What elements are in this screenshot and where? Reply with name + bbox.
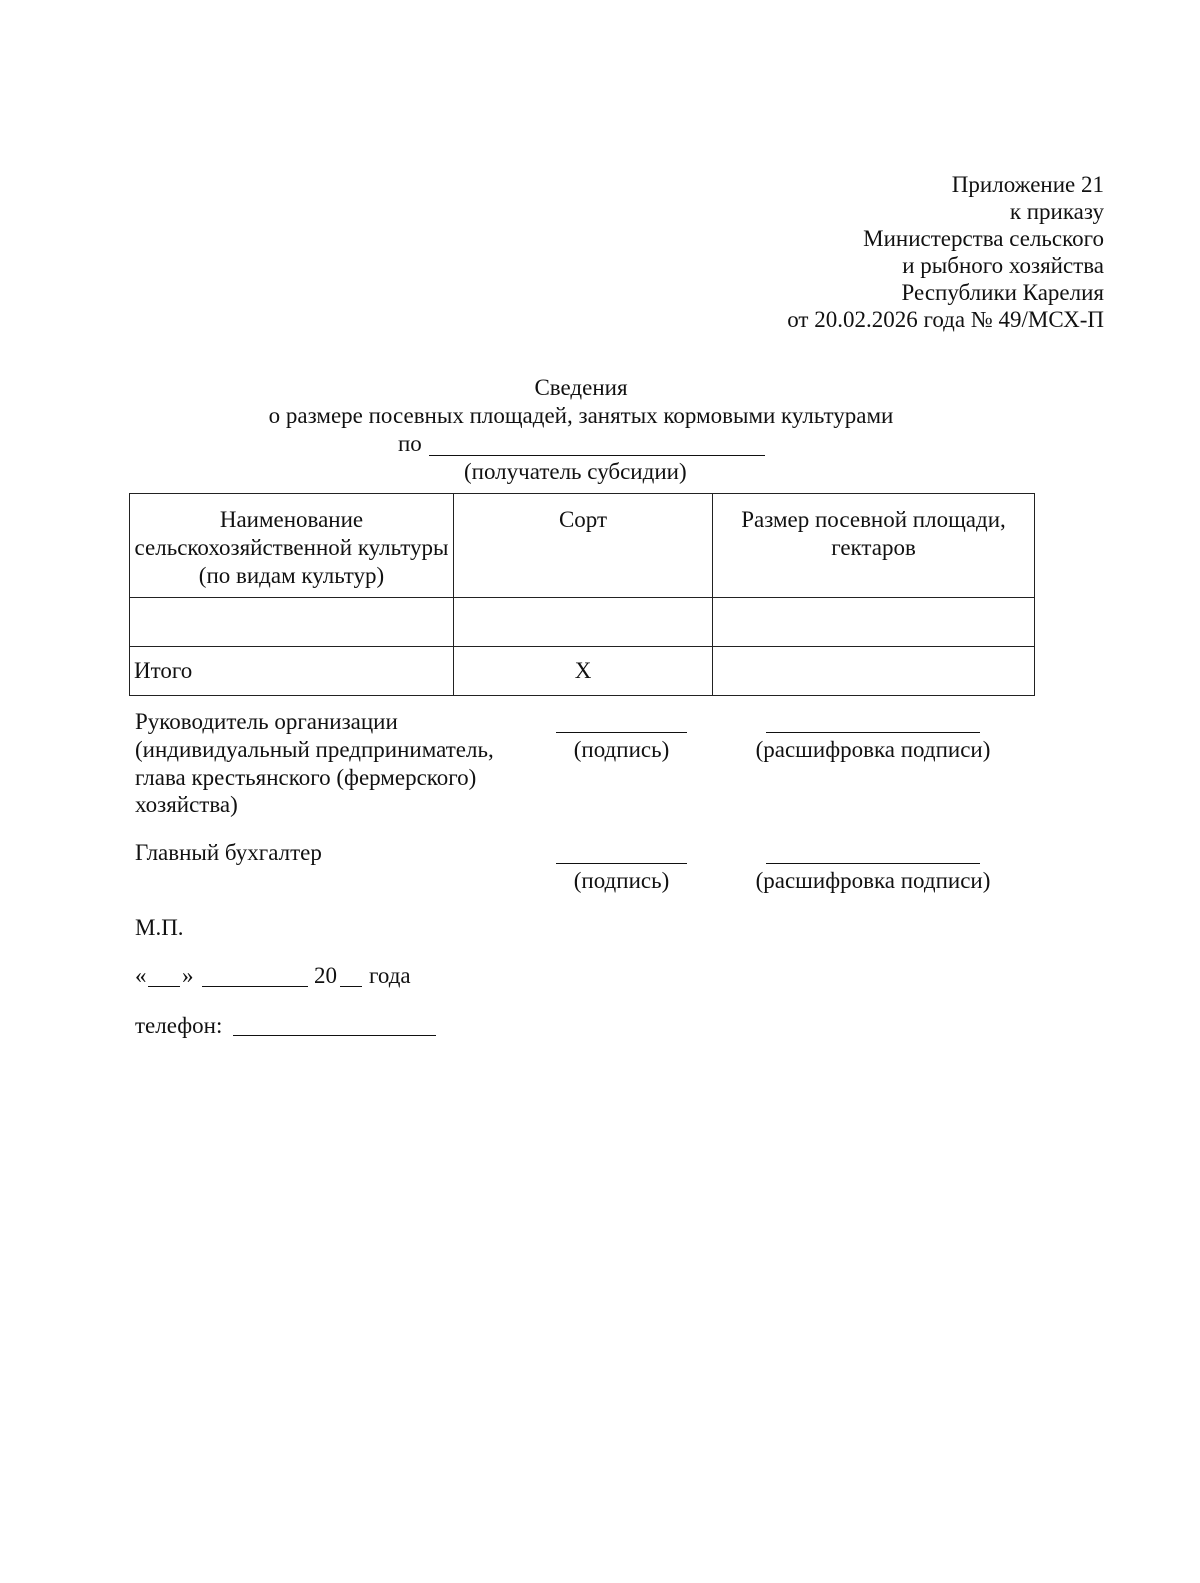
date-day-line[interactable] — [148, 986, 180, 987]
crops-table — [129, 493, 1035, 696]
accountant-decode-line[interactable] — [766, 863, 980, 864]
header-area: Размер посевной площади, гектаров — [713, 494, 1035, 598]
accountant-signature-caption: (подпись) — [573, 868, 670, 893]
recipient-caption: (получатель субсидии) — [464, 459, 687, 484]
annex-block — [787, 171, 1104, 333]
head-title-line-4: хозяйства) — [135, 792, 238, 817]
header-sort: Сорт — [454, 494, 713, 598]
date-suffix: года — [369, 963, 411, 988]
date-close-quote: » — [182, 963, 194, 988]
document-heading: Сведения — [534, 375, 628, 400]
stamp-label: М.П. — [135, 915, 184, 940]
cell-area[interactable] — [713, 598, 1035, 647]
date-year-prefix: 20 — [314, 963, 337, 988]
annex-line-6: от 20.02.2026 года № 49/МСХ-П — [787, 307, 1104, 332]
head-title-line-1: Руководитель организации — [135, 709, 398, 734]
accountant-label: Главный бухгалтер — [135, 840, 322, 865]
head-decode-caption: (расшифровка подписи) — [755, 737, 991, 762]
accountant-signature-line[interactable] — [556, 863, 687, 864]
total-label: Итого — [130, 647, 454, 696]
date-open-quote: « — [135, 963, 147, 988]
head-signature-line[interactable] — [556, 732, 687, 733]
annex-line-5: Республики Карелия — [901, 280, 1104, 305]
cell-sort[interactable] — [454, 598, 713, 647]
annex-line-2: к приказу — [1009, 199, 1104, 224]
annex-line-4: и рыбного хозяйства — [902, 253, 1104, 278]
head-title-line-2: (индивидуальный предприниматель, — [135, 737, 494, 762]
table-row — [130, 598, 1035, 647]
recipient-field-line[interactable] — [429, 455, 765, 456]
total-area[interactable] — [713, 647, 1035, 696]
phone-label: телефон: — [135, 1013, 223, 1038]
date-year-line[interactable] — [340, 986, 362, 987]
table-header-row — [130, 494, 1035, 598]
date-month-line[interactable] — [202, 986, 308, 987]
total-sort: Х — [454, 647, 713, 696]
head-signature-caption: (подпись) — [573, 737, 670, 762]
head-decode-line[interactable] — [766, 732, 980, 733]
table-total-row — [130, 647, 1035, 696]
accountant-decode-caption: (расшифровка подписи) — [755, 868, 991, 893]
annex-line-1: Приложение 21 — [951, 172, 1104, 197]
recipient-prefix: по — [398, 431, 422, 456]
document-subheading: о размере посевных площадей, занятых кормовыми культурами — [268, 403, 894, 428]
head-title-line-3: глава крестьянского (фермерского) — [135, 765, 477, 790]
header-crop-name: Наименование сельскохозяйственной культуры (по видам культур) — [130, 494, 454, 598]
phone-field-line[interactable] — [233, 1035, 436, 1036]
annex-line-3: Министерства сельского — [863, 226, 1104, 251]
cell-crop-name[interactable] — [130, 598, 454, 647]
